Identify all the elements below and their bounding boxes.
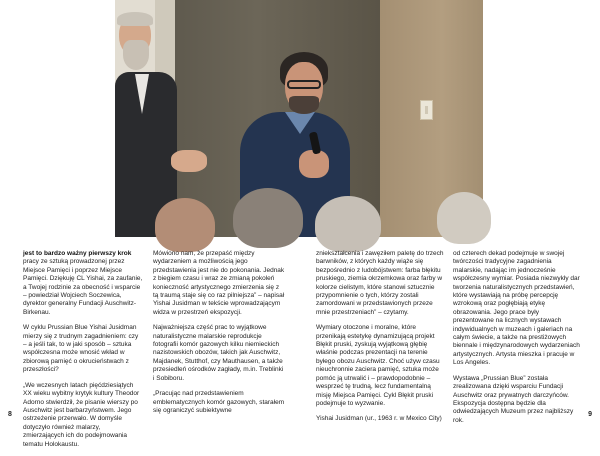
paragraph: od czterech dekad podejmuje w swojej twórczości tradycyjne zagadnienia malarskie, nadając im jednocześnie współczesny wymiar. Posiada niezwykły dar tworzenia naturalistycznych przedstawień, które wystawiają na próbę percepcję wzrokową oraz pogłębiają etykę obrazowania. Jego prace były prezentowane na licznych wystawach indywidualnych w muzeach i galeriach na całym świecie, a także na prestiżowych biennale i międzynarodowych wydarzeniach artystycznych. Artysta mieszka i pracuje w Los Angeles. — [453, 250, 580, 367]
audience-head — [233, 188, 303, 248]
lead-bold-text: jest to bardzo ważny pierwszy krok — [23, 250, 132, 257]
light-switch — [420, 100, 433, 120]
page-number-right: 9 — [588, 411, 592, 418]
paragraph — [23, 250, 143, 317]
speaker-beard — [289, 96, 319, 114]
audience-head — [437, 192, 491, 244]
text-column-1 — [23, 250, 143, 456]
bearded-man-hair — [117, 12, 153, 26]
paragraph: Mówiono nam, że przepaść między wydarzeniem a możliwością jego przedstawienia jest nie do pokonania. Jednak z biegiem czasu i wraz ze zmianą pokoleń konieczność artystycznego zmierzenia się z tą traumą staje się co raz pilniejsza” – napisał Yishai Jusidman w tekście wprowadzającym widza w przestrzeń ekspozycji. — [153, 250, 285, 316]
bearded-man-beard — [123, 40, 149, 70]
audience-head — [315, 196, 381, 252]
paragraph: zniekształcenia i zawęziłem paletę do trzech barwników, z których każdy wiąże się bezpośrednio z ludobójstwem: farba błękitu pruskiego, ziemia okrzemkowa oraz farby w kolorze cielistym, które stanowi sztucznie przypomnienie o tych, którzy zostali zamordowani w przedstawionych przeze mnie przestrzeniach” – czytamy. — [316, 250, 444, 316]
text-column-2 — [153, 250, 285, 422]
paragraph: „We wczesnych latach pięćdziesiątych XX wieku wybitny krytyk kultury Theodor Adorno stwierdził, że pisanie wierszy po Auschwitz jest barbarzyństwem. Jego ostrzeżenie przerwało. W domyśle dotyczyło również malarzy, zmierzających ich do podejmowania tematu Holokaustu. — [23, 381, 140, 448]
paragraph: Wymiary otoczone i moralne, które przenikają estetykę dynamizującą projekt Błękit pruski, zyskują wyjątkową głębię właśnie podczas prezentacji na terenie byłego obozu Auschwitz. Choć używ czasu nieuchronnie zaciera pamięć, sztuka może pomóc ją utrwalić i – prawdopodobnie – wesprzeć tę trudną, lecz fundamentalną misję Miejsca Pamięci. Cykl Błękit pruski podejmuje to wyzwanie. — [316, 324, 440, 407]
paragraph: W cyklu Prussian Blue Yishai Jusidman mierzy się z trudnym zagadnieniem: czy – a jeśli tak, to w jaki sposób – sztuka współczesna może wnosić wkład w zbiorową pamięć o okrucieństwach z przeszłości? — [23, 324, 139, 374]
speaker-hand — [299, 150, 329, 178]
paragraph: Najważniejsza część prac to wyjątkowe naturalistyczne malarskie reprodukcje fotografii komór gazowych kilku niemieckich nazistowskich obozów, takich jak Auschwitz, Majdanek, Stutthof, czy Mauthausen, a także przesiedleń ośrodków zagłady, m.in. Treblinki i Sobiboru. — [153, 324, 284, 382]
paragraph: Wystawa „Prussian Blue” została zrealizowana dzięki wsparciu Fundacji Auschwitz oraz prywatnych darczyńców. Ekspozycja dostępna będzie dla odwiedzających Muzeum przez najbliższy rok. — [453, 374, 574, 424]
paragraph: „Pracując nad przedstawieniem emblematycznych komór gazowych, starałem się ograniczyć subiektywne — [153, 390, 285, 414]
text-column-3 — [316, 250, 444, 431]
page-number-left: 8 — [8, 411, 12, 418]
speaker-glasses — [287, 80, 321, 89]
paragraph-text: pracy ze sztuką prowadzonej przez Miejsce Pamięci i poprzez Miejsce Pamięci. Dziękuję CL Yishai, za zaufanie, a Twojej rodzinie za obecność i wsparcie – powiedział Wojciech Soczewica, dyrektor generalny Fundacji Auschwitz-Birkenau. — [23, 258, 143, 316]
event-photo — [115, 0, 483, 237]
audience-head — [155, 198, 215, 252]
text-column-4 — [453, 250, 581, 432]
bearded-man-hands — [171, 150, 207, 172]
paragraph: Yishai Jusidman (ur., 1963 r. w Mexico City) — [316, 415, 442, 423]
